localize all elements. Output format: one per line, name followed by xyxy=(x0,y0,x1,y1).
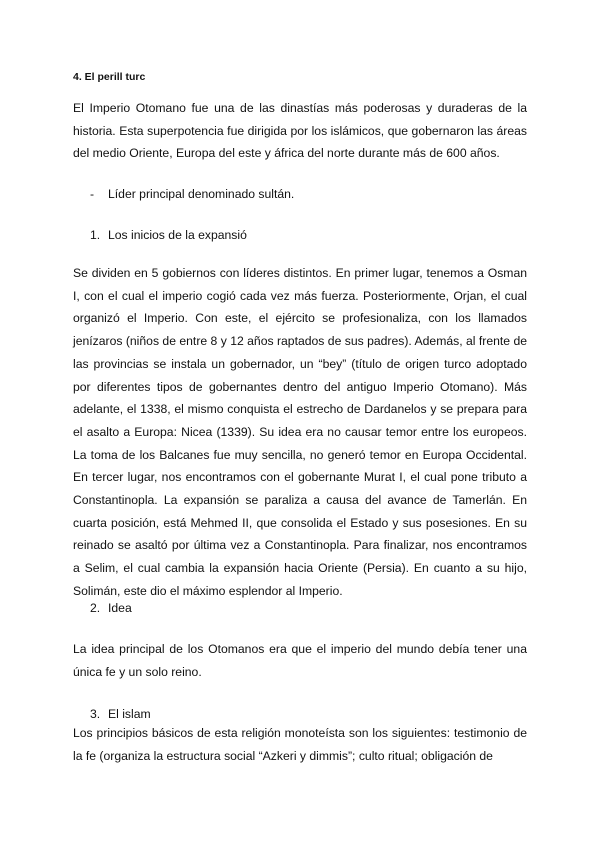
idea-paragraph: La idea principal de los Otomanos era que el imperio del mundo debía tener una única fe y un solo reino. xyxy=(73,642,527,679)
section-heading: 4. El perill turc xyxy=(73,71,146,83)
expansion-paragraph: Se dividen en 5 gobiernos con líderes distintos. En primer lugar, tenemos a Osman I, con el cual el imperio cogió cada vez más fuerza. Posteriormente, Orjan, el cual organizó el Imperio. Con este, el ejército se profesionaliza, con los llamados jenízaros (niños de entre 8 y 12 años raptados de sus padres). Además, al frente de las provincias se instala un gobernador, un “bey” (título de origen turco adoptado por diferentes tipos de gobernantes dentro del antiguo Imperio Otomano). Más adelante, el 1338, el mismo conquista el estrecho de Dardanelos y se prepara para el asalto a Europa: Nicea (1339). Su idea era no causar temor entre los europeos. La toma de los Balcanes fue muy sencilla, no generó temor en Europa Occidental. En tercer lugar, nos encontramos con el gobernante Murat I, el cual pone tributo a Constantinopla. La expansión se paraliza a causa del avance de Tamerlán. En cuarta posición, está Mehmed II, que consolida el Estado y sus posesiones. En su reinado se asaltó por última vez a Constantinopla. Para finalizar, nos encontramos a Selim, el cual cambia la expansión hacia Oriente (Persia). En cuanto a su hijo, Solimán, este dio el máximo esplendor al Imperio. xyxy=(73,266,527,598)
item-title: Idea xyxy=(108,601,132,615)
bullet-text: Líder principal denominado sultán. xyxy=(108,187,295,201)
item-number: 2. xyxy=(90,601,101,615)
item-title: El islam xyxy=(108,707,151,721)
numbered-heading-1 xyxy=(90,227,247,243)
bullet-item xyxy=(90,186,294,202)
bullet-marker: - xyxy=(90,187,95,201)
numbered-heading-2 xyxy=(90,600,132,616)
numbered-heading-3 xyxy=(90,706,151,722)
intro-paragraph: El Imperio Otomano fue una de las dinastías más poderosas y duraderas de la historia. Esta superpotencia fue dirigida por los islámicos, que gobernaron las áreas del medio Oriente, Europa del este y áfrica del norte durante más de 600 años. xyxy=(73,101,527,161)
item-number: 3. xyxy=(90,707,101,721)
islam-paragraph: Los principios básicos de esta religión monoteísta son los siguientes: testimonio de la fe (organiza la estructura social “Azkeri y dimmis”; culto ritual; obligación de xyxy=(73,726,527,763)
item-number: 1. xyxy=(90,228,101,242)
item-title: Los inicios de la expansió xyxy=(108,228,247,242)
